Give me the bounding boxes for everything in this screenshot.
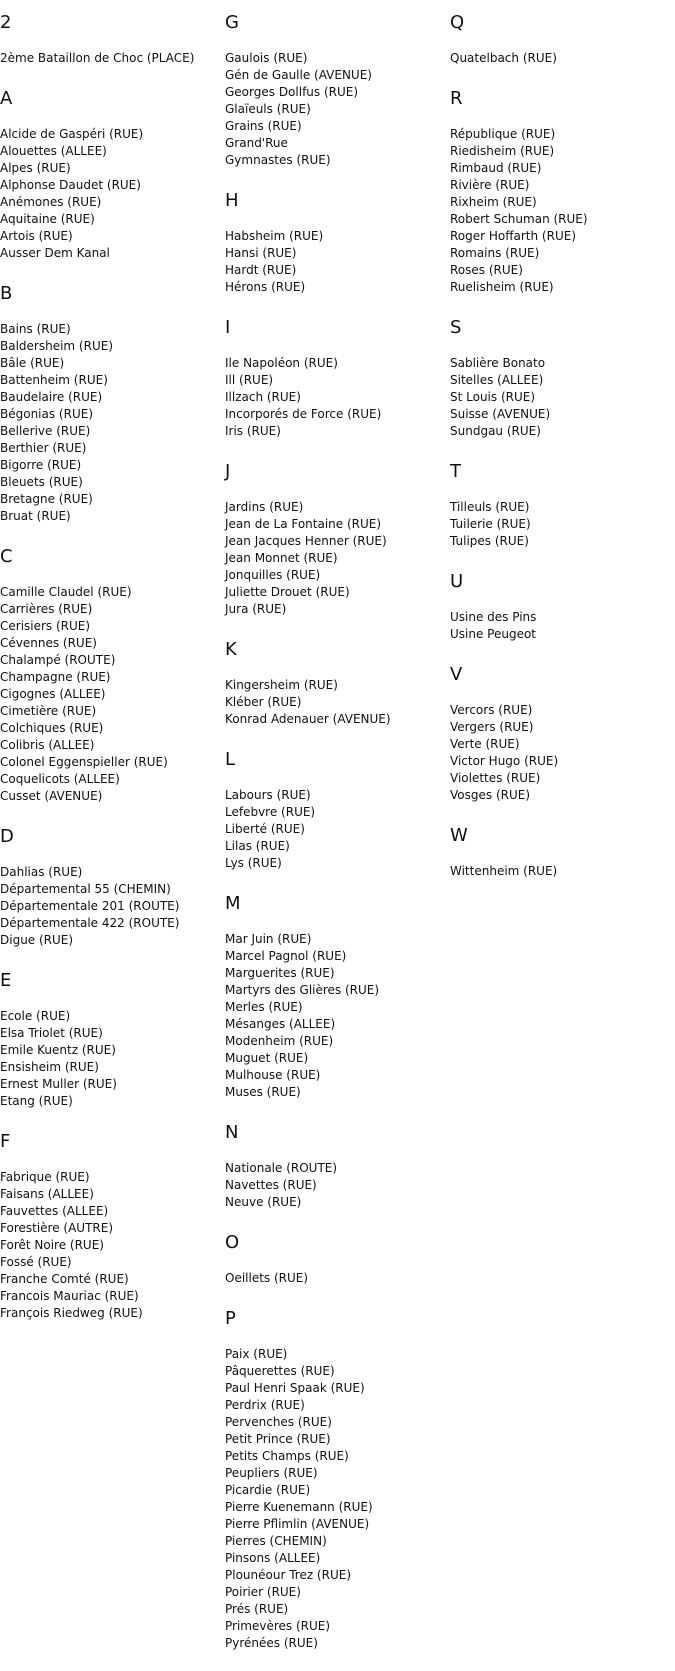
street-item: Neuve (RUE) (225, 1195, 302, 1209)
street-item: Kléber (RUE) (225, 695, 302, 709)
street-item: Merles (RUE) (225, 1000, 303, 1014)
street-list (450, 499, 665, 550)
street-item: Prés (RUE) (225, 1602, 289, 1616)
letter-section (225, 1230, 440, 1287)
street-list (225, 1346, 440, 1652)
street-item: Grand'Rue (225, 136, 288, 150)
letter-section (225, 10, 440, 169)
index-column-2 (225, 10, 440, 1671)
street-list (225, 499, 440, 618)
letter-heading: M (225, 893, 241, 914)
letter-heading: J (225, 461, 231, 482)
street-list (225, 50, 440, 169)
letter-heading: T (450, 461, 461, 482)
street-item: Pervenches (RUE) (225, 1415, 332, 1429)
street-item: Verte (RUE) (450, 737, 520, 751)
street-item: Faisans (ALLEE) (0, 1187, 94, 1201)
street-item: Petit Prince (RUE) (225, 1432, 331, 1446)
street-item: Alphonse Daudet (RUE) (0, 178, 141, 192)
letter-heading: 2 (0, 12, 12, 33)
letter-heading: Q (450, 12, 465, 33)
letter-heading: S (450, 317, 462, 338)
letter-heading: A (0, 88, 13, 109)
street-item: Peupliers (RUE) (225, 1466, 318, 1480)
street-item: Jean Monnet (RUE) (225, 551, 338, 565)
letter-section (225, 891, 440, 1101)
street-item: Cimetière (RUE) (0, 704, 97, 718)
street-item: Francois Mauriac (RUE) (0, 1289, 139, 1303)
street-item: Modenheim (RUE) (225, 1034, 334, 1048)
street-item: Perdrix (RUE) (225, 1398, 305, 1412)
letter-section (225, 747, 440, 872)
letter-heading: E (0, 970, 12, 991)
street-item: Victor Hugo (RUE) (450, 754, 559, 768)
street-item: Labours (RUE) (225, 788, 311, 802)
street-item: Hansi (RUE) (225, 246, 297, 260)
street-item: Lys (RUE) (225, 856, 282, 870)
street-item: Usine des Pins (450, 610, 537, 624)
street-item: Glaïeuls (RUE) (225, 102, 311, 116)
letter-section (0, 968, 215, 1110)
street-item: Baudelaire (RUE) (0, 390, 103, 404)
street-item: Champagne (RUE) (0, 670, 111, 684)
letter-heading: I (225, 317, 231, 338)
street-item: Martyrs des Glières (RUE) (225, 983, 380, 997)
letter-section (0, 824, 215, 949)
street-item: Colchiques (RUE) (0, 721, 104, 735)
street-item: Rimbaud (RUE) (450, 161, 542, 175)
letter-heading: D (0, 826, 14, 847)
street-list (0, 321, 215, 525)
index-column-1 (0, 10, 215, 1341)
street-item: Colibris (ALLEE) (0, 738, 95, 752)
street-item: Chalampé (ROUTE) (0, 653, 116, 667)
street-item: Grains (RUE) (225, 119, 302, 133)
street-item: Ernest Muller (RUE) (0, 1077, 117, 1091)
letter-heading: P (225, 1308, 236, 1329)
street-item: République (RUE) (450, 127, 556, 141)
street-item: Roses (RUE) (450, 263, 523, 277)
street-item: Franche Comté (RUE) (0, 1272, 129, 1286)
street-item: Anémones (RUE) (0, 195, 102, 209)
letter-section (0, 10, 215, 67)
street-item: Konrad Adenauer (AVENUE) (225, 712, 391, 726)
street-item: Départementale 201 (ROUTE) (0, 899, 180, 913)
letter-section (225, 1120, 440, 1211)
street-item: Muses (RUE) (225, 1085, 301, 1099)
street-list (450, 126, 665, 296)
street-list (0, 1008, 215, 1110)
street-item: Battenheim (RUE) (0, 373, 108, 387)
letter-section (0, 1129, 215, 1322)
index-column-3 (450, 10, 665, 899)
street-item: Jura (RUE) (225, 602, 287, 616)
street-item: Aquitaine (RUE) (0, 212, 95, 226)
street-item: Suisse (AVENUE) (450, 407, 551, 421)
street-list (225, 1160, 440, 1211)
letter-heading: U (450, 571, 464, 592)
street-list (225, 787, 440, 872)
street-item: Départementale 422 (ROUTE) (0, 916, 180, 930)
street-item: Bretagne (RUE) (0, 492, 93, 506)
street-item: Forestière (AUTRE) (0, 1221, 114, 1235)
street-list (0, 864, 215, 949)
street-item: Pierres (CHEMIN) (225, 1534, 327, 1548)
street-item: Cerisiers (RUE) (0, 619, 91, 633)
street-item: Vergers (RUE) (450, 720, 534, 734)
street-item: Quatelbach (RUE) (450, 51, 557, 65)
street-item: Ill (RUE) (225, 373, 274, 387)
street-list (450, 863, 665, 880)
street-item: Lefebvre (RUE) (225, 805, 316, 819)
street-item: Digue (RUE) (0, 933, 74, 947)
street-item: Alouettes (ALLEE) (0, 144, 107, 158)
street-item: Bleuets (RUE) (0, 475, 83, 489)
street-item: Fossé (RUE) (0, 1255, 72, 1269)
street-item: Cusset (AVENUE) (0, 789, 103, 803)
letter-heading: W (450, 825, 468, 846)
street-item: Jardins (RUE) (225, 500, 304, 514)
street-item: Bruat (RUE) (0, 509, 71, 523)
letter-section (450, 662, 665, 804)
street-item: Gymnastes (RUE) (225, 153, 331, 167)
street-item: Oeillets (RUE) (225, 1271, 309, 1285)
street-item: Départemental 55 (CHEMIN) (0, 882, 171, 896)
street-item: Ruelisheim (RUE) (450, 280, 554, 294)
street-item: Dahlias (RUE) (0, 865, 83, 879)
street-list (0, 584, 215, 805)
street-item: Jean Jacques Henner (RUE) (225, 534, 387, 548)
street-item: Fauvettes (ALLEE) (0, 1204, 109, 1218)
letter-section (0, 281, 215, 525)
street-item: Navettes (RUE) (225, 1178, 317, 1192)
street-item: Bellerive (RUE) (0, 424, 91, 438)
street-list (0, 50, 215, 67)
street-item: Camille Claudel (RUE) (0, 585, 132, 599)
street-item: Pierre Kuenemann (RUE) (225, 1500, 373, 1514)
letter-section (450, 459, 665, 550)
street-item: Ausser Dem Kanal (0, 246, 110, 260)
street-item: Jonquilles (RUE) (225, 568, 321, 582)
street-item: Bâle (RUE) (0, 356, 65, 370)
letter-heading: V (450, 664, 463, 685)
street-list (225, 228, 440, 296)
street-item: Ecole (RUE) (0, 1009, 71, 1023)
street-item: Illzach (RUE) (225, 390, 301, 404)
street-item: Gaulois (RUE) (225, 51, 308, 65)
street-item: Muguet (RUE) (225, 1051, 309, 1065)
street-list (0, 1169, 215, 1322)
street-item: Mar Juin (RUE) (225, 932, 312, 946)
street-item: Berthier (RUE) (0, 441, 87, 455)
letter-section (450, 315, 665, 440)
letter-heading: G (225, 12, 239, 33)
street-list (225, 931, 440, 1101)
street-item: Rivière (RUE) (450, 178, 530, 192)
street-item: Baldersheim (RUE) (0, 339, 113, 353)
street-item: Tilleuls (RUE) (450, 500, 530, 514)
street-item: Artois (RUE) (0, 229, 73, 243)
street-list (0, 126, 215, 262)
street-item: Mulhouse (RUE) (225, 1068, 321, 1082)
street-item: Jean de La Fontaine (RUE) (225, 517, 382, 531)
street-item: Bégonias (RUE) (0, 407, 93, 421)
street-item: Petits Champs (RUE) (225, 1449, 349, 1463)
letter-section (450, 569, 665, 643)
street-item: Robert Schuman (RUE) (450, 212, 588, 226)
street-item: Cévennes (RUE) (0, 636, 97, 650)
street-item: Elsa Triolet (RUE) (0, 1026, 103, 1040)
letter-heading: K (225, 639, 237, 660)
street-item: Hardt (RUE) (225, 263, 297, 277)
street-item: Vercors (RUE) (450, 703, 533, 717)
street-item: Picardie (RUE) (225, 1483, 311, 1497)
street-item: Pâquerettes (RUE) (225, 1364, 335, 1378)
street-item: Colonel Eggenspieller (RUE) (0, 755, 168, 769)
street-item: Poirier (RUE) (225, 1585, 301, 1599)
street-item: Marguerites (RUE) (225, 966, 335, 980)
street-item: Lilas (RUE) (225, 839, 290, 853)
street-item: Georges Dollfus (RUE) (225, 85, 359, 99)
letter-heading: H (225, 190, 239, 211)
street-item: Usine Peugeot (450, 627, 537, 641)
street-item: Alpes (RUE) (0, 161, 71, 175)
street-item: Sitelles (ALLEE) (450, 373, 544, 387)
street-item: Romains (RUE) (450, 246, 540, 260)
street-item: Ensisheim (RUE) (0, 1060, 99, 1074)
street-item: Bigorre (RUE) (0, 458, 82, 472)
letter-section (0, 86, 215, 262)
street-item: Fabrique (RUE) (0, 1170, 90, 1184)
letter-section (450, 823, 665, 880)
street-item: Violettes (RUE) (450, 771, 541, 785)
street-list (225, 1270, 440, 1287)
street-item: Pyrénées (RUE) (225, 1636, 318, 1650)
letter-heading: R (450, 88, 463, 109)
street-item: Kingersheim (RUE) (225, 678, 338, 692)
letter-heading: O (225, 1232, 240, 1253)
street-item: Rixheim (RUE) (450, 195, 537, 209)
letter-section (450, 10, 665, 67)
street-item: Hérons (RUE) (225, 280, 306, 294)
street-list (450, 50, 665, 67)
street-item: Paul Henri Spaak (RUE) (225, 1381, 365, 1395)
street-item: Sundgau (RUE) (450, 424, 541, 438)
letter-section (225, 459, 440, 618)
street-item: Forêt Noire (RUE) (0, 1238, 104, 1252)
street-list (450, 702, 665, 804)
letter-section (225, 315, 440, 440)
letter-heading: L (225, 749, 236, 770)
street-item: Emile Kuentz (RUE) (0, 1043, 116, 1057)
letter-section (0, 544, 215, 805)
street-item: Incorporés de Force (RUE) (225, 407, 382, 421)
street-item: Nationale (ROUTE) (225, 1161, 338, 1175)
street-item: Paix (RUE) (225, 1347, 288, 1361)
street-item: Vosges (RUE) (450, 788, 531, 802)
street-item: Marcel Pagnol (RUE) (225, 949, 347, 963)
street-item: Tulipes (RUE) (450, 534, 529, 548)
street-item: Etang (RUE) (0, 1094, 73, 1108)
street-item: St Louis (RUE) (450, 390, 536, 404)
street-item: Mésanges (ALLEE) (225, 1017, 336, 1031)
letter-section (225, 188, 440, 296)
street-item: Roger Hoffarth (RUE) (450, 229, 576, 243)
street-list (225, 677, 440, 728)
street-item: Alcide de Gaspéri (RUE) (0, 127, 144, 141)
street-item: Gén de Gaulle (AVENUE) (225, 68, 372, 82)
street-item: Habsheim (RUE) (225, 229, 324, 243)
letter-section (225, 1306, 440, 1652)
street-item: Liberté (RUE) (225, 822, 305, 836)
street-item: Coquelicots (ALLEE) (0, 772, 120, 786)
street-item: Tuilerie (RUE) (450, 517, 531, 531)
street-item: Riedisheim (RUE) (450, 144, 555, 158)
letter-heading: C (0, 546, 13, 567)
street-item: Pinsons (ALLEE) (225, 1551, 321, 1565)
street-item: Wittenheim (RUE) (450, 864, 558, 878)
letter-heading: B (0, 283, 13, 304)
street-item: Bains (RUE) (0, 322, 71, 336)
street-item: Plounéour Trez (RUE) (225, 1568, 351, 1582)
street-list (450, 609, 665, 643)
letter-heading: F (0, 1131, 11, 1152)
letter-section (225, 637, 440, 728)
street-item: 2ème Bataillon de Choc (PLACE) (0, 51, 195, 65)
street-item: Cigognes (ALLEE) (0, 687, 106, 701)
letter-heading: N (225, 1122, 239, 1143)
street-item: Primevères (RUE) (225, 1619, 331, 1633)
street-item: Carrières (RUE) (0, 602, 93, 616)
street-item: Sablière Bonato (450, 356, 546, 370)
street-list (450, 355, 665, 440)
street-item: Iris (RUE) (225, 424, 281, 438)
street-item: Pierre Pflimlin (AVENUE) (225, 1517, 370, 1531)
street-item: Juliette Drouet (RUE) (225, 585, 350, 599)
street-list (225, 355, 440, 440)
street-item: Ile Napoléon (RUE) (225, 356, 338, 370)
letter-section (450, 86, 665, 296)
street-item: François Riedweg (RUE) (0, 1306, 143, 1320)
